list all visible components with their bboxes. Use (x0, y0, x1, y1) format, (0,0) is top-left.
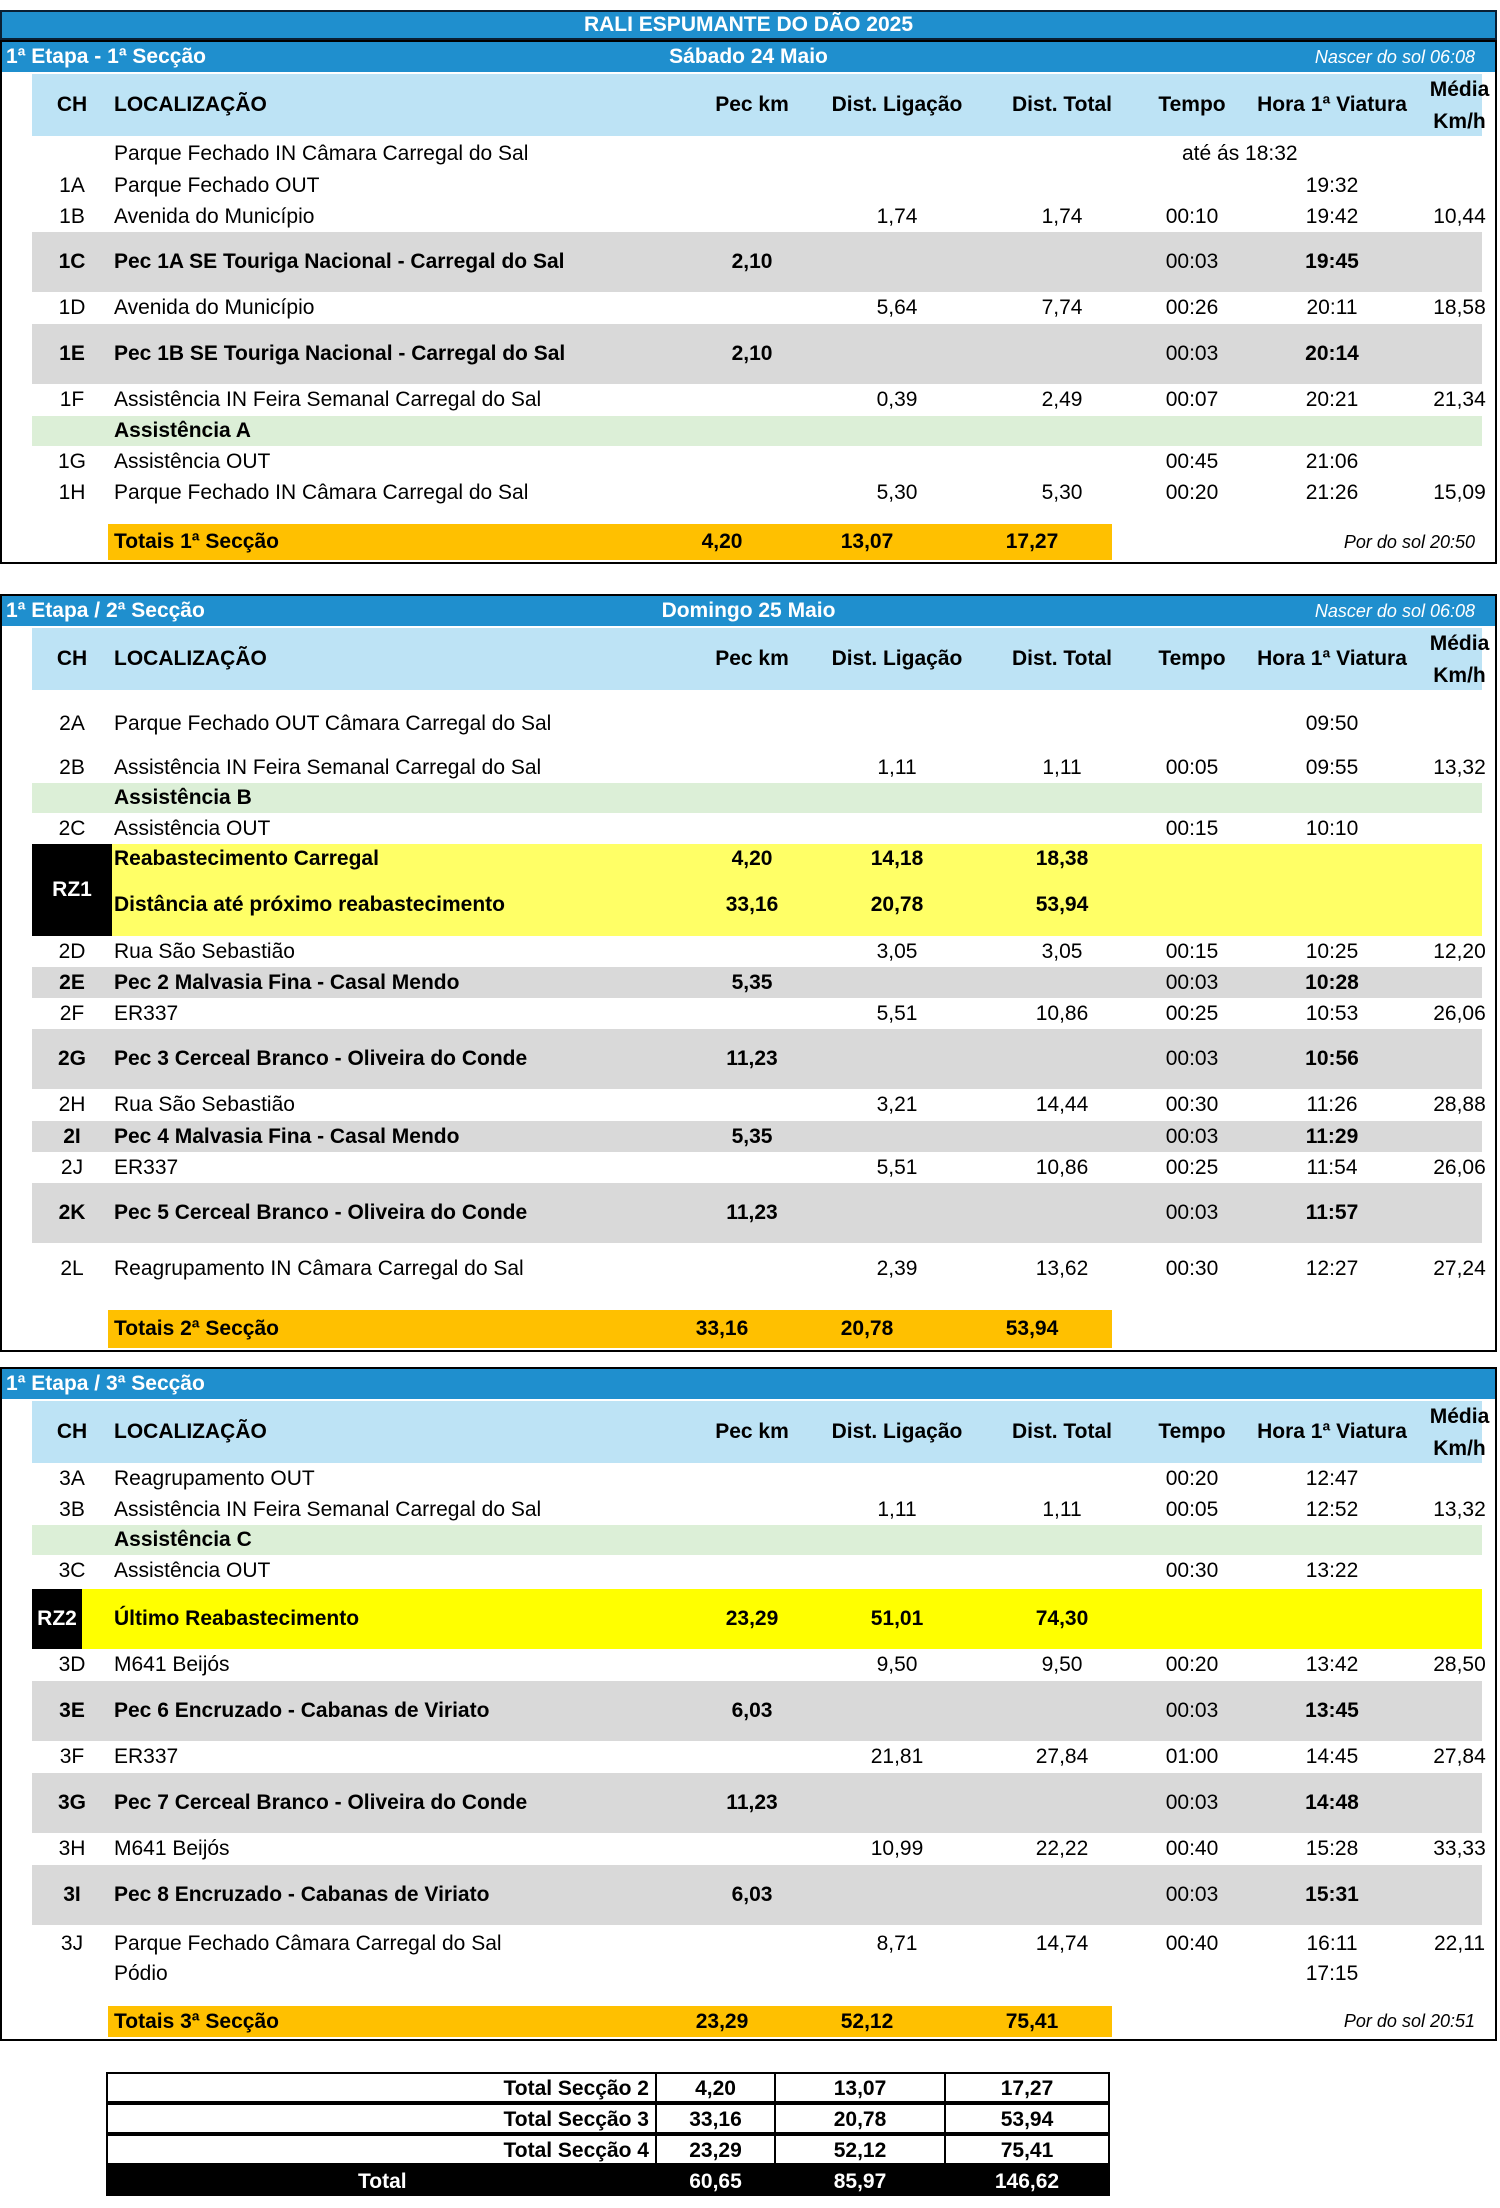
table-row: 2L Reagrupamento IN Câmara Carregal do Sal 2,39 13,62 00:30 12:27 27,24 (60, 1257, 1486, 1280)
table-row: Reabastecimento Carregal 4,20 14,18 18,38 (32, 844, 1482, 874)
table-row: 2B Assistência IN Feira Semanal Carregal do Sal 1,11 1,11 00:05 09:55 13,32 (59, 755, 1486, 779)
table-row: Pódio 17:15 (114, 1962, 1359, 1985)
page-title: RALI ESPUMANTE DO DÃO 2025 (0, 10, 1497, 40)
section-2-date: Domingo 25 Maio (661, 599, 836, 622)
section-1 (0, 40, 1497, 564)
table-row: 2F ER337 5,51 10,86 00:25 10:53 26,06 (59, 1001, 1486, 1025)
table-row: 1G Assistência OUT 00:45 21:06 (57, 449, 1359, 473)
column-header-row: CH LOCALIZAÇÃO Pec km Dist. Ligação Dist. Total Tempo Hora 1ª Viatura Média Km/h (32, 1401, 1482, 1463)
rz1-badge: RZ1 (32, 844, 112, 936)
table-row: 1B Avenida do Município 1,74 1,74 00:10 19:42 10,44 (59, 204, 1486, 228)
table-row: 2J ER337 5,51 10,86 00:25 11:54 26,06 (60, 1155, 1486, 1179)
rz2-badge: RZ2 (32, 1589, 82, 1649)
table-row: 3B Assistência IN Feira Semanal Carregal do Sal 1,11 1,11 00:05 12:52 13,32 (59, 1497, 1486, 1521)
table-row: 3E Pec 6 Encruzado - Cabanas de Viriato 6,03 00:03 13:45 (32, 1681, 1482, 1741)
table-row: Último Reabastecimento 23,29 51,01 74,30 (32, 1589, 1482, 1649)
table-row: Assistência A (32, 416, 1482, 446)
column-header-row: CH LOCALIZAÇÃO Pec km Dist. Ligação Dist. Total Tempo Hora 1ª Viatura Média Km/h (32, 628, 1482, 690)
table-row: Assistência B (32, 783, 1482, 813)
summary-table (106, 2072, 1110, 2196)
section-3 (0, 1367, 1497, 2041)
column-header-row (32, 74, 1490, 136)
table-row: Distância até próximo reabastecimento 33,16 20,78 53,94 (32, 874, 1482, 936)
section-2-label: 1ª Etapa / 2ª Secção (6, 599, 205, 622)
section-3-header (2, 1369, 1495, 1399)
table-row: 1C Pec 1A SE Touriga Nacional - Carregal do Sal 2,10 00:03 19:45 (32, 232, 1482, 292)
col-loc: LOCALIZAÇÃO (114, 93, 267, 116)
section-1-totals: Totais 1ª Secção 4,20 13,07 17,27 (108, 524, 1112, 560)
table-row: 1A Parque Fechado OUT 19:32 (59, 173, 1359, 197)
table-row: 2D Rua São Sebastião 3,05 3,05 00:15 10:25 12,20 (58, 939, 1486, 963)
col-lig: Dist. Ligação (831, 93, 963, 116)
section-2 (0, 594, 1497, 1352)
section-2-totals: Totais 2ª Secção 33,16 20,78 53,94 (108, 1310, 1112, 1348)
section-3-totals: Totais 3ª Secção 23,29 52,12 75,41 (108, 2006, 1112, 2037)
col-tot: Dist. Total (1012, 93, 1112, 116)
section-1-sunrise: Nascer do sol 06:08 (1314, 47, 1475, 67)
section-2-header (2, 596, 1495, 626)
table-row: 1H Parque Fechado IN Câmara Carregal do Sal 5,30 5,30 00:20 21:26 15,09 (58, 481, 1486, 504)
col-ch: CH (56, 93, 88, 116)
table-row: 3G Pec 7 Cerceal Branco - Oliveira do Conde 11,23 00:03 14:48 (32, 1773, 1482, 1833)
table-row: 2I Pec 4 Malvasia Fina - Casal Mendo 5,35 00:03 11:29 (32, 1121, 1482, 1152)
col-hr: Hora 1ª Viatura (1257, 93, 1407, 116)
table-row: 3F ER337 21,81 27,84 01:00 14:45 27,84 (59, 1745, 1486, 1768)
col-tmp: Tempo (1158, 93, 1226, 116)
table-row: 2C Assistência OUT 00:15 10:10 (58, 816, 1359, 840)
section-3-label: 1ª Etapa / 3ª Secção (6, 1372, 205, 1395)
col-med-1: Média (1429, 78, 1490, 101)
table-row: 3C Assistência OUT 00:30 13:22 (58, 1558, 1359, 1582)
table-row: 1F Assistência IN Feira Semanal Carregal do Sal 0,39 2,49 00:07 20:21 21,34 (59, 388, 1486, 411)
summary-row: Total Secção 4 23,29 52,12 75,41 (106, 2134, 1110, 2165)
table-row: 1E Pec 1B SE Touriga Nacional - Carregal do Sal 2,10 00:03 20:14 (32, 324, 1482, 384)
table-row: 3D M641 Beijós 9,50 9,50 00:20 13:42 28,50 (58, 1653, 1486, 1676)
table-row: 1D Avenida do Município 5,64 7,74 00:26 20:11 18,58 (58, 296, 1486, 319)
section-3-sunset: Por do sol 20:51 (1343, 2011, 1475, 2031)
table-row: 3H M641 Beijós 10,99 22,22 00:40 15:28 33,33 (58, 1837, 1486, 1860)
summary-row: Total Secção 3 33,16 20,78 53,94 (106, 2103, 1110, 2134)
table-row: 2H Rua São Sebastião 3,21 14,44 00:30 11:26 28,88 (58, 1093, 1486, 1116)
table-row: 2A Parque Fechado OUT Câmara Carregal do Sal 09:50 (59, 712, 1359, 735)
section-2-sunrise: Nascer do sol 06:08 (1314, 601, 1475, 621)
col-pec: Pec km (715, 93, 789, 116)
table-row: Assistência C (32, 1525, 1482, 1555)
table-row: 2K Pec 5 Cerceal Branco - Oliveira do Conde 11,23 00:03 11:57 (32, 1183, 1482, 1243)
section-1-label: 1ª Etapa - 1ª Secção (6, 45, 206, 68)
section-1-sunset: Por do sol 20:50 (1343, 532, 1475, 552)
summary-row: Total Secção 2 4,20 13,07 17,27 (106, 2072, 1110, 2103)
table-row: 2G Pec 3 Cerceal Branco - Oliveira do Conde 11,23 00:03 10:56 (32, 1029, 1482, 1089)
summary-total-row: Total 60,65 85,97 146,62 (106, 2165, 1110, 2196)
section-1-header (2, 42, 1495, 72)
table-row: Parque Fechado IN Câmara Carregal do Sal até ás 18:32 (114, 142, 1298, 165)
table-row: 3J Parque Fechado Câmara Carregal do Sal 8,71 14,74 00:40 16:11 22,11 (60, 1932, 1485, 1955)
section-1-date: Sábado 24 Maio (669, 45, 828, 68)
table-row: 3I Pec 8 Encruzado - Cabanas de Viriato 6,03 00:03 15:31 (32, 1865, 1482, 1925)
table-row: 3A Reagrupamento OUT 00:20 12:47 (59, 1466, 1359, 1490)
col-med-2: Km/h (1433, 110, 1486, 133)
table-row: 2E Pec 2 Malvasia Fina - Casal Mendo 5,35 00:03 10:28 (32, 967, 1482, 998)
